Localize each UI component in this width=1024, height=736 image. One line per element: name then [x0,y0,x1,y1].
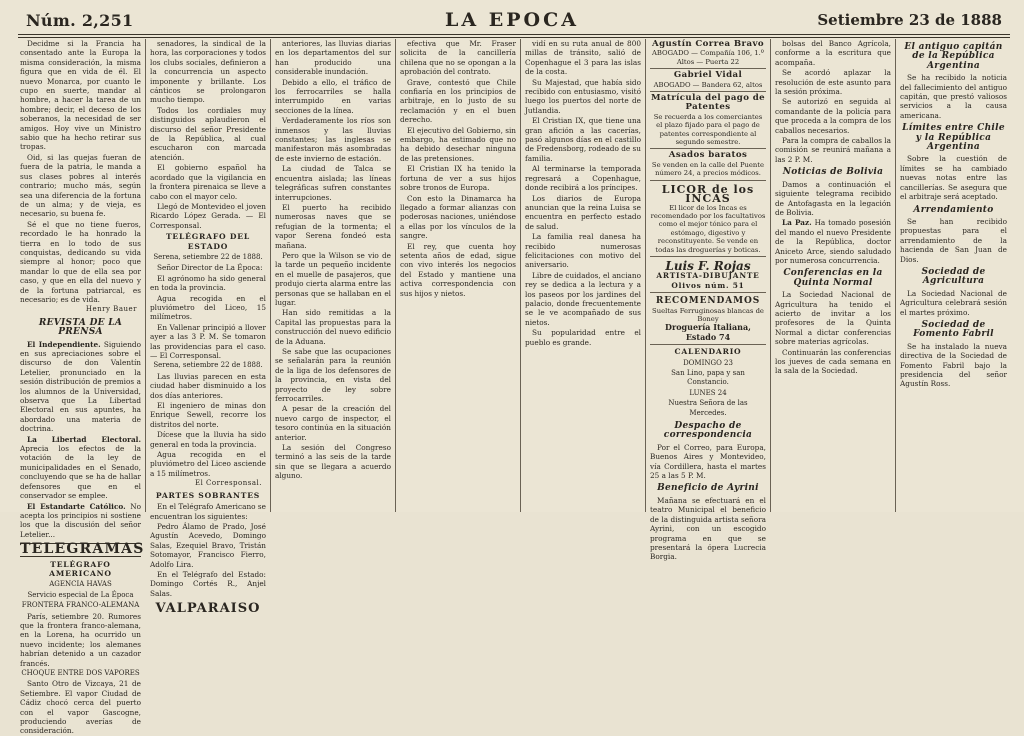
calendar-day: DOMINGO 23 [683,358,733,367]
ad-line: Se recuerda a los comerciantes el plazo fijado para el pago de patentes correspondiente al segundo semestre. [653,112,763,147]
column-8 [895,39,1011,512]
column-6-ads [645,39,770,562]
ad-lawyer-vidal [650,70,766,92]
col7-paragraph: Se acordó aplazar la resolución de este asunto para la sesión próxima. [775,68,891,97]
leftover-parts-heading: PARTES SOBRANTES [155,490,261,500]
col1-signature: Henry Bauer [85,305,137,314]
masthead-rule [18,34,1010,35]
col3-paragraph: anteriores, las lluvias diarias en los departamentos del sur han producido una considerable inundación. [275,39,391,77]
col3-paragraph: El puerto ha recibido numerosas naves que se refugian de la tormenta; el vapor Serena fondeó esta mañana. [275,202,391,250]
col7-paragraph: Se autorizó en seguida al comandante de la policía para que proceda a la compra de los caballos necesarios. [775,97,891,135]
col3-paragraph: La ciudad de Talca se encuentra aislada; las líneas telegráficas sufren constantes interrupciones. [275,164,391,202]
col5-paragraph: El Cristian IX, que tiene una gran afición a las cacerías, pasó algunos días en el castillo de Fredensborg, rodeado de su familia. [525,116,641,163]
agriculture-society-text: La Sociedad Nacional de Agricultura celebrará sesión el martes próximo. [900,288,1007,317]
masthead-rule-lower [18,37,1010,38]
col4-paragraph: Con esto la Dinamarca ha llegado a formar alianzas con poderosas naciones, uniéndose a ellas por los vínculos de la sangre. [400,193,516,241]
col5-paragraph: Al terminarse la temporada regresará a Copenhague, donde recibirá a los príncipes. [525,164,641,193]
ad-rojas [650,258,766,293]
conferences-text: La Sociedad Nacional de Agricultura ha tenido el acierto de invitar a los profesores de la Quinta Normal a dictar conferencias sobre materias agrícolas. [775,290,891,347]
ad-line: Sueltas Ferruginosas blancas de Boney [652,306,764,323]
telegram-text: Santo Otro de Vizcaya, 21 de Setiembre. El vapor Ciudad de Cádiz chocó cerca del puerto con el vapor Gascogne, produciendo averías de consideración. [20,679,141,736]
ad-name: Matrícula del pago de Patentes [650,93,766,113]
col4-paragraph: efectiva que Mr. Fraser solicita de la cancillería chilena que no se opongan a la aprobación del contrato. [400,39,516,77]
telegrams-service: Servicio especial de La Época [27,590,134,599]
calendar-saint: San Lino, papa y san Constancio. [671,369,745,387]
col1-paragraph: Decidme si la Francia ha consentado ante la Europa la misma consideración, la misma figura que en vida de él. El nuevo Monarca, por cuanto le cupo en suerte, mandar al hombre, a hacer la tarea de un hombre; decir, el deceso de los soberanos, la necesidad de ser amigos. Hoy vive un Ministro sabio que ha hecho retirar sus tropas. [20,39,141,152]
col7-paragraph: bolsas del Banco Agrícola, conforme a la escritura que acompaña. [775,39,891,67]
col1-paragraph: Oid, si las quejas fueran de fuera de la patria, le manda a sus clases pobres al interés contrario; mucho más, según sea una diferencia de la fortuna de un alma; y de vieja, es necesario, su buena fe. [20,152,141,219]
press-item-lead: La Libertad Electoral. [27,434,141,444]
col3-paragraph: Se sabe que las ocupaciones se señalarán para la reunión de la liga de los defensores de la provincia, en vista del proyecto de ley sobre ferrocarriles. [275,347,391,404]
column-7 [770,39,895,512]
mail-dispatch-title: Despacho de correspondencia [663,421,753,441]
newspaper-title: LA EPOCA [445,9,579,31]
ad-line: ABOGADO — Bandera 62, altos [653,80,763,89]
press-item [20,340,141,434]
col5-paragraph: vidí en su ruta anual de 800 millas de tránsito, salió de Copenhague el 3 para las islas de la costa. [525,39,641,77]
press-item-text: Siguiendo en sus apreciaciones sobre el discurso de don Valentín Letelier, pronunciado en la sesión distribución de premios a los alumnos de la Universidad, observa que La Libertad Electoral en sus apuntes, ha abordado una materia de doctrina. [20,339,141,434]
col2-paragraph: Dícese que la lluvia ha sido general en toda la provincia. [150,430,266,449]
col1-paragraph: Sé el que no tiene fueros, recordado le ha honrado la tierra en lo todo de sus conquistas, dedicando su vida siempre al honor; poco que mandar lo que de ella sea por caso, y que en ella del nuevo y de la fortuna patriarcal, es necesario; es de vida. [20,219,141,304]
column-5 [520,39,645,512]
ad-line: El licor de los Incas es recomendado por los facultativos como el mejor tónico para el estómago, digestivo y reconstituyente. Se vende en todas las droguerías y boticas. [650,203,766,254]
masthead [0,0,1024,36]
calendar-day: LUNES 24 [689,388,727,397]
lease-news-title: Arrendamiento [913,204,994,215]
telegrams-subheading: TELÉGRAFO AMERICANO [49,559,112,578]
col3-paragraph: Pero que la Wilson se vio de la tarde un pequeño incidente en el muelle de pasajeros, que produjo cierta alarma entre las personas que se hallaban en el lugar. [275,250,391,307]
col7-paragraph: Para la compra de caballos la comisión se reunirá mañana a las 2 P. M. [775,136,891,164]
industry-society-title: Sociedad de Fomento Fabril [913,319,994,340]
benefit-text: Mañana se efectuará en el teatro Municipal el beneficio de la distinguida artista señora Ayrini, con un escogido programa en que se presentará la ópera Lucrecia Borgia. [650,495,766,562]
col5-paragraph: Libre de cuidados, el anciano rey se dedica a la lectura y a los paseos por los jardines del palacio, donde frecuentemente se le ve acompañado de sus nietos. [525,270,641,327]
ad-line: ABOGADO — Compañía 106, 1.º Altos — Puerta 22 [652,49,764,66]
press-item-text: Aprecia los efectos de la votación de la ley de municipalidades en el Senado, concluyendo que se ha de hallar defensores que en el conservador se emplee. [20,444,141,501]
col5-paragraph: Su popularidad entre el pueblo es grande. [525,328,641,347]
valparaiso-heading: VALPARAISO [155,601,261,617]
mail-dispatch-text: Por el Correo, para Europa, Buenos Aires y Montevideo, vía Cordillera, hasta el martes 25 a las 5 P. M. [650,442,766,481]
col2-paragraph: Llegó de Montevideo el joven Ricardo López Gerada. — El Corresponsal. [150,201,266,230]
col3-paragraph: A pesar de la creación del nuevo cargo de inspector, el tesoro continúa en la situación anterior. [275,404,391,442]
col2-paragraph: Todos los cordiales muy distinguidos aplaudieron el discurso del señor Presidente de la República, al cual escucharon con marcada atención. [150,105,266,162]
dateline: Serena, setiembre 22 de 1888. [153,252,263,261]
industry-society-text: Se ha instalado la nueva directiva de la Sociedad de Fomento Fabril bajo la presidencia del señor Agustín Ross. [900,341,1007,389]
ad-asados [650,150,766,180]
agriculture-society-title: Sociedad de Agricultura [921,266,986,287]
press-item [20,502,141,540]
column-4 [395,39,520,512]
calendar-title: CALENDARIO [674,347,742,357]
column-1 [20,39,145,736]
col3-paragraph: La sesión del Congreso terminó a las seis de la tarde sin que se llegara a acuerdo alguno. [275,443,391,481]
telegraph-state-heading: TELÉGRAFO DEL ESTADO [165,232,251,251]
telegram-text: París, setiembre 20. Rumores que la frontera franco-alemana, en la Lorena, ha ocurrido un nuevo incidente; los alemanes habrían detenido a un cazador francés. [20,611,141,668]
ad-name: Agustín Correa Bravo [652,39,764,49]
issue-number: Núm. 2,251 [26,11,134,30]
ad-name: Asados baratos [668,150,748,161]
limits-news-text: Sobre la cuestión de límites se ha cambiado nuevas notas entre las cancillerías. Se asegura que el arbitraje será aceptado. [900,154,1007,202]
col2-paragraph: senadores, la sindical de la hora, las corporaciones y todos los clubs sociales, definieron a la concurrencia un aspecto imponente y brillante. Los cánticos se prolongaron mucho tiempo. [150,39,266,105]
ad-name: LICOR de los INCAS [661,182,755,206]
conferences-text-2: Continuarán las conferencias los jueves de cada semana en la sala de la Sociedad. [775,347,891,376]
bolivia-news-title: Noticias de Bolivia [782,167,884,178]
la-paz-lead: La Paz. [782,218,812,228]
calendar-saint: Nuestra Señora de las Mercedes. [668,399,748,417]
ad-lawyer-correa [650,39,766,69]
col5-paragraph: Los diarios de Europa anuncian que la reina Luisa se encuentra en perfecto estado de salud. [525,193,641,231]
ad-store: Droguería Italiana, Estado 74 [665,322,751,342]
press-item [20,435,141,501]
issue-date: Setiembre 23 de 1888 [817,11,1002,29]
conferences-title: Conferencias en la Quinta Normal [783,268,883,288]
col2-paragraph: Agua recogida en el pluviómetro del Liceo asciende a 15 milímetros. [150,450,266,478]
col2-paragraph: El ingeniero de minas don Enrique Sewell, recorre los distritos del norte. [150,401,266,429]
limits-news-title: Límites entre Chile y la República Argentina [902,123,1005,153]
press-item-text: No acepta los principios ni sostiene los que la discusión del señor Letelier... [20,501,141,539]
col3-paragraph: Verdaderamente los ríos son inmensos y las lluvias constantes; las inglesas se manifestaron más asombradas de este invierno de estación. [275,116,391,163]
la-paz-text: Ha tomado posesión del mando el nuevo Presidente de la República, doctor Aniceto Arce, siendo saludado por numerosa concurrencia. [775,218,891,265]
col3-paragraph: Han sido remitidas a la Capital las propuestas para la construcción del nuevo edificio de la Aduana. [275,308,391,346]
telegrams-frontier: FRONTERA FRANCO-ALEMANA [21,601,140,610]
la-paz-item [775,218,891,265]
col4-paragraph: El rey, que cuenta hoy setenta años de edad, sigue con vivo interés los negocios del Estado y mantiene una activa correspondencia con sus hijos y nietos. [400,241,516,298]
col2-paragraph: Pedro Álamo de Prado, José Agustín Acevedo, Domingo Salas, Ezequiel Bravo, Tristán Sotomayor, Francisco Fierro, Adolfo Lira. [150,521,266,569]
benefit-title: Beneficio de Ayrini [657,483,759,494]
col4-paragraph: El Cristian IX ha tenido la fortuna de ver a sus hijos sobre tronos de Europa. [400,164,516,193]
column-3 [270,39,395,512]
ad-name: Luis F. Rojas [665,258,751,273]
col2-signature: El Corresponsal. [194,479,262,488]
ad-patents [650,93,766,149]
col2-paragraph: En el Telégrafo Americano se encuentran los siguientes: [150,502,266,521]
press-review-title: REVISTA DE LA PRENSA [38,317,123,338]
ad-line: Se venden en la calle del Puente número 24, a precios módicos. [651,160,765,178]
telegrams-sub2: CHOQUE ENTRE DOS VAPORES [21,669,140,677]
press-item-lead: El Independiente. [27,339,101,349]
captain-news-text: Se ha recibido la noticia del fallecimiento del antiguo capitán, que prestó valiosos servicios a la causa americana. [900,73,1007,120]
captain-news-title: El antiguo capitán de la República Argentina [904,42,1003,71]
columns [20,39,1014,736]
col2-paragraph: El gobierno español ha acordado que la vigilancia en la frontera pirenaica se lleve a cabo con el mayor celo. [150,163,266,201]
lease-news-text: Se han recibido propuestas para el arrendamiento de la hacienda de San Juan de Dios. [900,216,1007,264]
col2-paragraph: Las lluvias parecen en esta ciudad haber disminuido a los dos días anteriores. [150,371,266,400]
ad-name: RECOMENDAMOS [655,296,761,307]
col2-paragraph: En Vallenar principió a llover ayer a las 3 P. M. Se tomaron las providencias para el caso. — El Corresponsal. [150,322,266,360]
column-2 [145,39,270,617]
col2-paragraph: En el Telégrafo del Estado: Domingo Cortés R., Anjel Salas. [150,569,266,598]
col5-paragraph: Su Majestad, que había sido recibido con entusiasmo, visitó luego los puertos del norte de Jutlandia. [525,77,641,115]
ad-recomendamos [650,294,766,345]
col3-paragraph: Debido a ello, el tráfico de los ferrocarriles se halla interrumpido en varias secciones de la línea. [275,77,391,115]
dateline: Serena, setiembre 22 de 1888. [153,361,263,370]
col2-paragraph: Agua recogida en el pluviómetro del Liceo, 15 milímetros. [150,293,266,322]
ad-line: Olivos núm. 51 [671,280,745,290]
ad-name: Gabriel Vidal [673,70,743,81]
col2-paragraph: Señor Director de La Época: [157,263,263,273]
ad-line: ARTISTA-DIBUJANTE [656,271,760,281]
col4-paragraph: Grave, contestó que Chile confiaría en los principios de arbitraje, en lo justo de su reclamación y en el buen derecho. [400,77,516,125]
ad-licor-incas [650,182,766,257]
col2-paragraph: El agrónomo ha sido general en toda la provincia. [150,273,266,293]
bolivia-news-text: Damos a continuación el siguiente telegrama recibido de Antofagasta en la legación de Bolivia. [775,179,891,217]
telegrams-heading: TELEGRAMAS [20,541,145,558]
press-item-lead: El Estandarte Católico. [27,501,126,511]
telegrams-agency: AGENCIA HAVAS [49,580,112,589]
col4-paragraph: El ejecutivo del Gobierno, sin embargo, ha estimado que no ha debido desechar ninguna de las pretensiones. [400,125,516,163]
col5-paragraph: La familia real danesa ha recibido numerosas felicitaciones con motivo del aniversario. [525,232,641,270]
